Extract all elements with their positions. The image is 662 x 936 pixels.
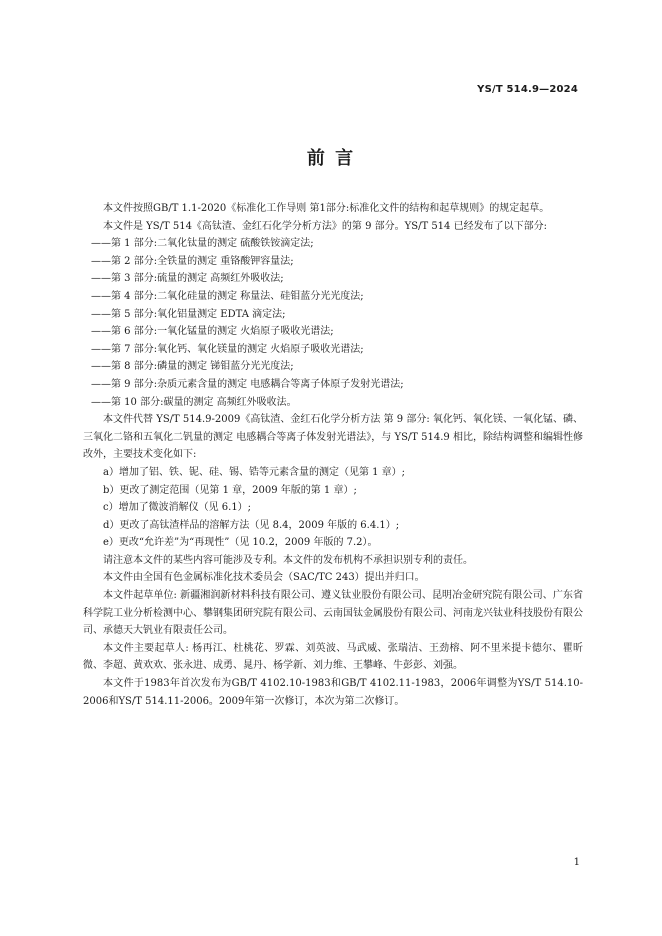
change-item: e）更改“允许差”为“再现性”（见 10.2，2009 年版的 7.2）。	[103, 537, 378, 549]
intro-paragraph-2: 本文件是 YS/T 514《高钛渣、金红石化学分析方法》的第 9 部分。YS/T 514 已经发布了以下部分:	[103, 220, 547, 232]
list-item: ——第 5 部分:氧化铝量测定 EDTA 滴定法;	[91, 308, 286, 320]
page-number: 1	[573, 857, 580, 868]
change-item: d）更改了高钛渣样品的溶解方法（见 8.4，2009 年版的 6.4.1）;	[103, 519, 400, 531]
list-item: ——第 6 部分:一氧化锰量的测定 火焰原子吸收光谱法;	[91, 326, 334, 338]
patent-note: 请注意本文件的某些内容可能涉及专利。本文件的发布机构不承担识别专利的责任。	[103, 554, 473, 566]
history-paragraph: 本文件于1983年首次发布为GB/T 4102.10-1983和GB/T 4102.11-1983，2006年调整为YS/T 514.10-2006和YS/T 514.11-2006。2009年第一次修订，本次为第二次修订。	[83, 678, 583, 707]
parts-list	[83, 235, 583, 411]
change-item: a）增加了铝、铁、铌、硅、锡、锆等元素含量的测定（见第 1 章）;	[103, 466, 406, 478]
document-id: YS/T 514.9—2024	[477, 84, 578, 95]
list-item: ——第 8 部分:磷量的测定 锑钼蓝分光光度法;	[91, 361, 294, 373]
drafting-units: 本文件起草单位: 新疆湘润新材料科技有限公司、遵义钛业股份有限公司、昆明冶金研究院有限公司、广东省科学院工业分析检测中心、攀钢集团研究院有限公司、云南国钛金属股份有限公司、河南龙兴钛业科技股份有限公司、承德天大钒业有限责任公司。	[83, 590, 583, 637]
drafters: 本文件主要起草人: 杨再江、杜桃花、罗霖、刘英波、马武威、张瑞洁、王劲榕、阿不里米提卡德尔、瞿昕微、李超、黄欢欢、张永进、成勇、晁丹、杨学新、刘力维、王攀峰、牛彭彭、刘强。	[83, 642, 583, 672]
list-item: ——第 9 部分:杂质元素含量的测定 电感耦合等离子体原子发射光谱法;	[91, 378, 404, 390]
change-item: b）更改了测定范围（见第 1 章，2009 年版的第 1 章）;	[103, 484, 357, 496]
page-title: 前 言	[306, 148, 356, 169]
intro-paragraph-1: 本文件按照GB/T 1.1-2020《标准化工作导则 第1部分:标准化文件的结构和起草规则》的规定起草。	[103, 203, 550, 214]
changes-list	[83, 464, 583, 552]
list-item: ——第 10 部分:碳量的测定 高频红外吸收法。	[91, 396, 297, 408]
replacement-paragraph: 本文件代替 YS/T 514.9-2009《高钛渣、金红石化学分析方法 第 9 部分: 氧化钙、氧化镁、一氧化锰、磷、三氧化二铬和五氧化二钒量的测定 电感耦合等离子体发射光谱法》，与 YS/T 514.9 相比，除结构调整和编辑性修改外，主要技术变化如下:	[83, 414, 583, 461]
list-item: ——第 4 部分:二氧化硅量的测定 称量法、硅钼蓝分光光度法;	[91, 290, 364, 302]
list-item: ——第 2 部分:全铁量的测定 重铬酸钾容量法;	[91, 255, 294, 267]
list-item: ——第 1 部分:二氧化钛量的测定 硫酸铁铵滴定法;	[91, 238, 314, 250]
list-item: ——第 7 部分:氧化钙、氧化镁量的测定 火焰原子吸收光谱法;	[91, 343, 364, 355]
proposed-by: 本文件由全国有色金属标准化技术委员会（SAC/TC 243）提出并归口。	[103, 572, 425, 584]
list-item: ——第 3 部分:硫量的测定 高频红外吸收法;	[91, 273, 284, 285]
foreword-body	[83, 200, 583, 710]
change-item: c）增加了微波消解仪（见 6.1）;	[103, 502, 252, 514]
